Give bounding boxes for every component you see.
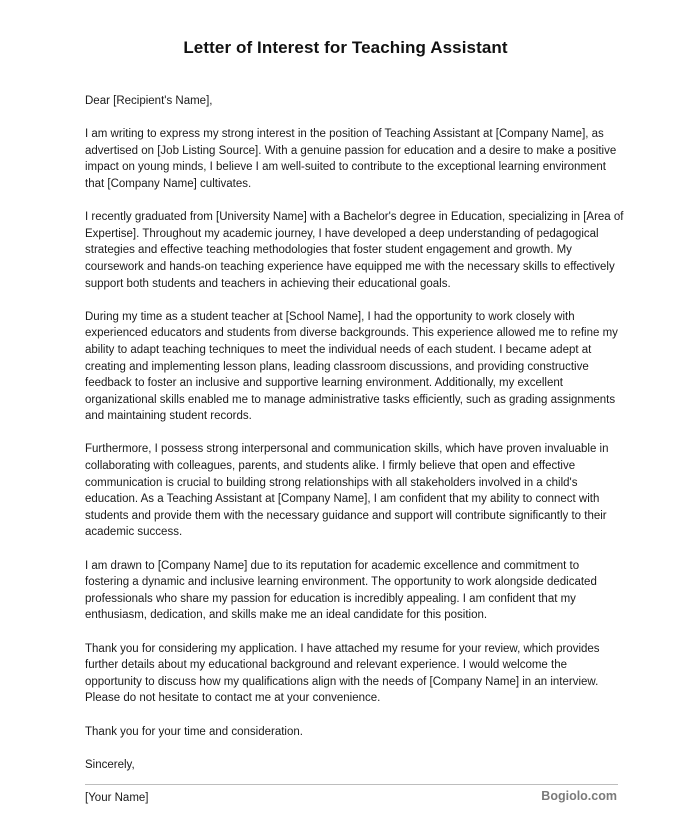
- paragraph-skills: Furthermore, I possess strong interpersonal and communication skills, which have proven invaluable in collaborating with colleagues, parents, and students alike. I firmly believe that open and effective communication is crucial to building strong relationships with all stakeholders involved in a child's education. As a Teaching Assistant at [Company Name], I am confident that my ability to connect with students and provide them with the necessary guidance and support will contribute significantly to their academic success.: [85, 443, 609, 539]
- paragraph-experience: During my time as a student teacher at [School Name], I had the opportunity to work closely with experienced educators and students from diverse backgrounds. This experience allowed me to refine my ability to adapt teaching techniques to meet the individual needs of each student. I became adept at creating and implementing lesson plans, leading classroom discussions, and providing constructive feedback to foster an inclusive and supportive learning environment. Additionally, my excellent organizational skills enabled me to manage administrative tasks efficiently, such as grading assignments and maintaining student records.: [85, 310, 618, 423]
- letter-body: [85, 93, 625, 823]
- paragraph-closing-thanks: Thank you for your time and consideration.: [85, 725, 303, 738]
- footer-divider: [85, 784, 618, 785]
- salutation: Dear [Recipient's Name],: [85, 95, 213, 107]
- paragraph-intro: I am writing to express my strong interest in the position of Teaching Assistant at [Company Name], as advertised on [Job Listing Source]. With a genuine passion for education and a desire to make a positive impact on young minds, I believe I am well-suited to contribute to the exceptional learning environment that [Company Name] cultivates.: [85, 128, 617, 190]
- paragraph-thanks: Thank you for considering my application. I have attached my resume for your review, which provides further details about my educational background and relevant experience. I would welcome the opportunity to discuss how my qualifications align with the needs of [Company Name] in an interview. Please do not hesitate to contact me at your convenience.: [85, 642, 600, 705]
- paragraph-motivation: I am drawn to [Company Name] due to its reputation for academic excellence and commitment to fostering a dynamic and inclusive learning environment. The opportunity to work alongside dedicated professionals who share my passion for education is incredibly appealing. I am confident that my enthusiasm, dedication, and skills make me an ideal candidate for this position.: [85, 559, 597, 622]
- brand-watermark: Bogiolo.com: [541, 789, 617, 803]
- signature: [Your Name]: [85, 791, 149, 804]
- closing: Sincerely,: [85, 758, 135, 771]
- paragraph-education: I recently graduated from [University Name] with a Bachelor's degree in Education, specializing in [Area of Expertise]. Throughout my academic journey, I have developed a deep understanding of pedagogical strategies and effective teaching methodologies that foster student engagement and growth. My coursework and hands-on teaching experience have equipped me with the necessary skills to effectively support both students and teachers in achieving their educational goals.: [85, 211, 624, 290]
- document-title: Letter of Interest for Teaching Assistant: [183, 38, 508, 57]
